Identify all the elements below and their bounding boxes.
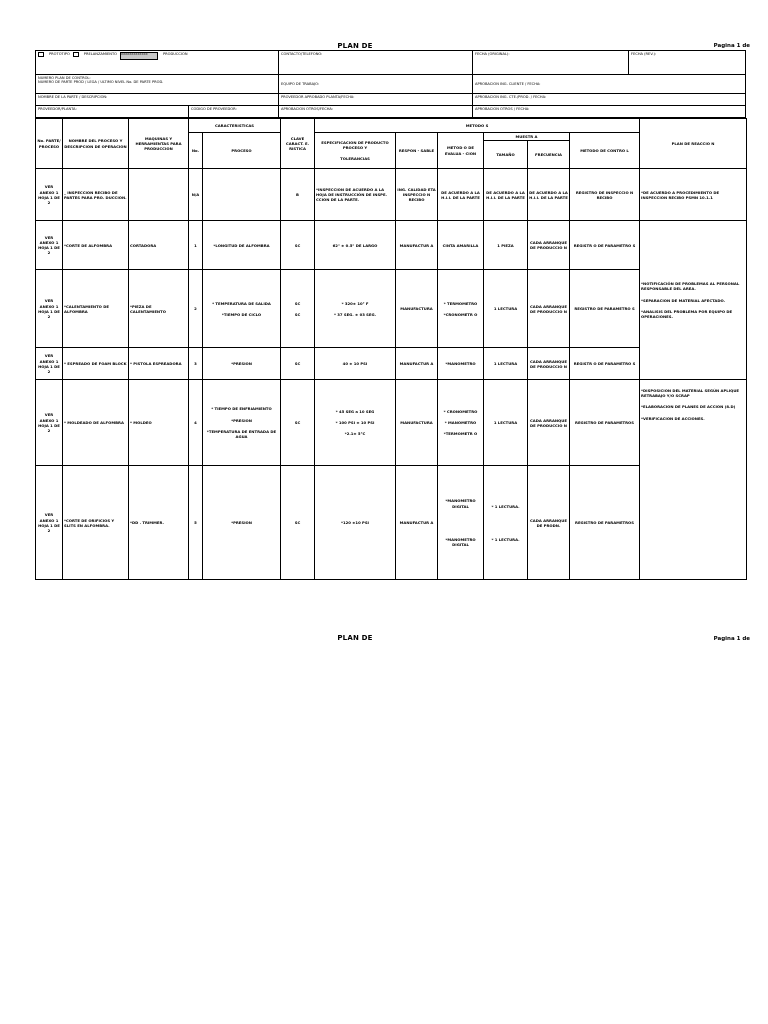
otros2-field: APROBACION OTROS / FECHA:	[475, 107, 530, 111]
col-frecuencia: FRECUENCIA	[528, 141, 570, 169]
cell-proceso: *PRESION	[203, 348, 281, 380]
cell-maquina: *PIEZA DE CALENTAMIENTO	[129, 270, 189, 348]
cell-control: REGISTRO DE PARAMETRO S	[570, 270, 640, 348]
aprobado-ing-field: APROBACION ING. CTE./PROD. / FECHA:	[475, 95, 547, 99]
table-text: * 1 LECTURA.	[491, 536, 520, 542]
col-especificacion	[315, 133, 396, 169]
cell-parte: VER ANEXO 1 HOJA 1 DE 2	[36, 221, 63, 270]
plan-header	[35, 50, 746, 118]
produccion-label: PRODUCCION	[163, 52, 188, 56]
cell-especificacion	[315, 270, 396, 348]
aprobado-cliente-field: APROBACION ING. CLIENTE / FECHA:	[475, 82, 541, 86]
table-text: *VERIFICACION DE ACCIONES.	[641, 415, 705, 421]
cell-parte: VER ANEXO 1 HOJA 1 DE 2	[36, 380, 63, 466]
document-title-repeat: PLAN DE	[337, 634, 373, 642]
table-text: *MANOMETRO DIGITAL	[445, 536, 476, 547]
proveedor-planta-field: PROVEEDOR APROBADO PLANTA/FECHA:	[279, 94, 473, 105]
table-text: *ANALISIS DEL PROBLEMA POR EQUIPO DE OPERACIONES.	[641, 308, 733, 319]
cell-proceso	[203, 380, 281, 466]
cell-control: REGISTR O DE PARAMETRO S	[570, 221, 640, 270]
cell-evaluacion	[438, 380, 484, 466]
col-metodo-evaluacion: METOD O DE EVALUA - CION	[438, 133, 484, 169]
cell-responsable: ING. CALIDAD ETA INSPECCIO N RECIBO	[396, 169, 438, 221]
cell-tamano: 1 LECTURA	[484, 380, 528, 466]
col-responsable: RESPON - SABLE	[396, 133, 438, 169]
cell-control: REGISTRO DE PARAMETROS	[570, 466, 640, 580]
table-text: *ELABORACION DE PLANES DE ACCION (8.D)	[641, 404, 736, 410]
prototipo-checkbox[interactable]	[38, 52, 44, 57]
col-proceso: PROCESO	[203, 133, 281, 169]
cell-reaccion-1: *DE ACUERDO A PROCEDIMIENTO DE INSPECCION RECIBO PSMN 10.1.1	[640, 169, 747, 221]
cell-nombre: *CALENTAMIENTO DE ALFOMBRA	[63, 270, 129, 348]
cell-especificacion: 62" ± 0.5" DE LARGO	[315, 221, 396, 270]
cell-evaluacion: *MANOMETRO	[438, 348, 484, 380]
contacto-field: CONTACTO/TELEFONO:	[279, 51, 473, 74]
cell-tamano: 1 LECTURA	[484, 348, 528, 380]
equipo-field: EQUIPO DE TRABAJO:	[279, 75, 473, 93]
cell-clave: SC	[281, 380, 315, 466]
cell-nombre: *CORTE DE ORIFICIOS Y SLITS EN ALFOMBRA.	[63, 466, 129, 580]
cell-frecuencia: DE ACUERDO A LA H.I.I. DE LA PARTE	[528, 169, 570, 221]
cell-no: 4	[189, 380, 203, 466]
col-clave: CLAVE CARACT. E. RISTICA	[281, 119, 315, 169]
table-text: * 1 LECTURA.	[491, 503, 520, 509]
cell-maquina	[129, 169, 189, 221]
cell-clave: SC	[281, 466, 315, 580]
table-text: *TERMOMETR O	[443, 431, 478, 437]
table-text: *NOTIFICACIÓN DE PROBLEMAS AL PERSONAL RESPONSABLE DEL AREA.	[641, 281, 740, 292]
cell-tamano: 1 PIEZA	[484, 221, 528, 270]
cell-parte: VER ANEXO 1 HOJA 1 DE 2	[36, 466, 63, 580]
col-metodo-control: METODO DE CONTRO L	[570, 133, 640, 169]
table-text: * 100 PSI ± 10 PSI	[335, 420, 375, 426]
table-text: * 37 SEG. ± 03 SEG.	[333, 311, 377, 317]
cell-tamano: 1 LECTURA	[484, 270, 528, 348]
table-text: * TEMPERATURA DE SALIDA	[212, 300, 271, 306]
cell-especificacion: 40 ± 10 PSI	[315, 348, 396, 380]
table-text: SC	[294, 300, 301, 306]
proveedor-field: PROVEEDOR/PLANTA:	[36, 106, 189, 117]
table-row	[36, 380, 747, 466]
cell-maquina: *DD . TRIMMER.	[129, 466, 189, 580]
cell-especificacion	[315, 380, 396, 466]
table-row	[36, 221, 747, 270]
cell-clave: SC	[281, 221, 315, 270]
cell-clave: B	[281, 169, 315, 221]
cell-reaccion-group-2	[640, 380, 747, 580]
cell-proceso: *LONGITUD DE ALFOMBRA	[203, 221, 281, 270]
col-muestra: MUESTR A	[484, 133, 570, 141]
cell-parte: VER ANEXO 1 HOJA 1 DE 2	[36, 169, 63, 221]
cell-reaccion-group-1	[640, 221, 747, 380]
page-number-repeat: Pagina 1 de	[713, 636, 750, 642]
cell-nombre: *CORTE DE ALFOMBRA	[63, 221, 129, 270]
col-no: No.	[189, 133, 203, 169]
codigo-field: CODIGO DE PROVEEDOR:	[189, 106, 279, 117]
cell-maquina: * PISTOLA ESPREADORA	[129, 348, 189, 380]
numero-plan-field: NUMERO PLAN DE CONTROL: NUMERO DE PARTE PROD / LEGA / ULTIMO NIVEL No. DE PARTE PROD.	[36, 75, 279, 93]
control-plan-table	[35, 118, 747, 580]
table-text: ESPECIFICACION DE PRODUCTO PROCESO Y	[321, 139, 389, 150]
cell-nombre: _ INSPECCION RECIBO DE PARTES PARA PRO. DUCCION.	[63, 169, 129, 221]
table-text: *MANOMETRO DIGITAL	[445, 498, 476, 509]
table-text: *DISPOSICION DEL MATERIAL SEGÚN APLIQUE RETRABAJO Y/O SCRAP	[641, 388, 740, 399]
table-text: * MANOMETRO	[444, 420, 477, 426]
document-title: PLAN DE	[337, 42, 373, 50]
cell-control: REGISTR O DE PARAMETRO S	[570, 348, 640, 380]
produccion-checkbox[interactable]: XXXXXXXXXXXXX	[120, 52, 158, 60]
col-nombre-proceso: NOMBRE DEL PROCESO Y DESCRIPCION DE OPERACION	[63, 119, 129, 169]
cell-responsable: MANUFACTUR A	[396, 221, 438, 270]
cell-responsable: MANUFACTUR A	[396, 466, 438, 580]
table-text: * 320± 10° F	[341, 300, 369, 306]
table-text: *2.1± 5°C	[344, 431, 366, 437]
table-row	[36, 169, 747, 221]
cell-proceso: *PRESION	[203, 466, 281, 580]
cell-evaluacion: DE ACUERDO A LA H.I.I. DE LA PARTE	[438, 169, 484, 221]
cell-frecuencia: CADA ARRANQUE DE PRODUCCIO N	[528, 270, 570, 348]
nombre-parte-field: NOMBRE DE LA PARTE / DESCRIPCION:	[36, 94, 279, 105]
cell-no: N/A	[189, 169, 203, 221]
col-tamano: TAMAÑO	[484, 141, 528, 169]
table-text: *SEPARACION DE MATERIAL AFECTADO.	[641, 297, 726, 303]
cell-evaluacion	[438, 466, 484, 580]
table-text: * TERMOMETRO	[443, 300, 478, 306]
cell-tamano: DE ACUERDO A LA H.I.I. DE LA PARTE	[484, 169, 528, 221]
table-text: *CRONOMETR O	[443, 311, 478, 317]
table-text: *TEMPERATURA DE ENTRADA DE AGUA	[206, 428, 277, 439]
col-maquinas: MAQUINAS Y HERRAMIENTAS PARA PRODUCCION	[129, 119, 189, 169]
table-text: *PRESION	[231, 417, 252, 423]
table-text: * CRONOMETRO	[443, 408, 478, 414]
cell-responsable: MANUFACTUR A	[396, 348, 438, 380]
cell-clave	[281, 270, 315, 348]
cell-nombre: * ESPREADO DE FOAM BLOCK	[63, 348, 129, 380]
phase-selector	[36, 51, 279, 74]
cell-nombre: * MOLDEADO DE ALFOMBRA	[63, 380, 129, 466]
cell-especificacion: *INSPECCION DE ACUERDO A LA HOJA DE INSTRUCCIÓN DE INSPE. CCION DE LA PARTE.	[315, 169, 396, 221]
otros1-field: APROBACION OTROS/FECHA:	[279, 106, 473, 117]
col-no-parte: No. PARTE/ PROCESO	[36, 119, 63, 169]
cell-frecuencia: CADA ARRANQUE DE PRODUCCIO N	[528, 380, 570, 466]
cell-responsable: MANUFACTURA	[396, 380, 438, 466]
cell-maquina: * MOLDEO	[129, 380, 189, 466]
cell-tamano	[484, 466, 528, 580]
cell-responsable: MANUFACTURA	[396, 270, 438, 348]
cell-evaluacion: CINTA AMARILLA	[438, 221, 484, 270]
prototipo-label: PROTOTIPO	[49, 52, 70, 56]
cell-proceso	[203, 270, 281, 348]
table-text: * TIEMPO DE ENFRIAMIENTO	[211, 406, 272, 412]
cell-evaluacion	[438, 270, 484, 348]
cell-parte: VER ANEXO 1 HOJA 1 DE 2	[36, 348, 63, 380]
cell-proceso	[203, 169, 281, 221]
cell-maquina: CORTADORA	[129, 221, 189, 270]
cell-frecuencia: CADA ARRANQUE DE PRODUCCIO N	[528, 348, 570, 380]
fecha-rev-field: FECHA (REV.):	[631, 52, 657, 56]
cell-frecuencia: CADA ARRANQUE DE PRODUCCIO N	[528, 221, 570, 270]
fecha-original-field: FECHA (ORIGINAL):	[473, 51, 629, 74]
col-caracteristicas: CARACTERISTICAS	[189, 119, 281, 133]
cell-no: 1	[189, 221, 203, 270]
cell-no: 2	[189, 270, 203, 348]
col-metodo: METODO S	[315, 119, 640, 133]
prelanzamiento-checkbox[interactable]	[73, 52, 79, 57]
cell-control: REGISTRO DE INSPECCIO N RECIBO	[570, 169, 640, 221]
cell-especificacion: *120 ±10 PSI	[315, 466, 396, 580]
table-text: TOLERANCIAS	[340, 156, 370, 162]
prelanzamiento-label: PRELANZAMIENTO	[83, 52, 118, 56]
table-text: SC	[294, 311, 301, 317]
table-text: * 45 SEG a 10 SEG	[335, 408, 375, 414]
cell-parte: VER ANEXO 1 HOJA 1 DE 2	[36, 270, 63, 348]
page-number: Pagina 1 de	[713, 43, 750, 49]
table-text: *TIEMPO DE CICLO	[221, 311, 262, 317]
cell-no: 3	[189, 348, 203, 380]
cell-clave: SC	[281, 348, 315, 380]
cell-no: 5	[189, 466, 203, 580]
cell-control: REGISTRO DE PARAMETROS	[570, 380, 640, 466]
col-plan-reaccion: PLAN DE REACCIO N	[640, 119, 747, 169]
cell-frecuencia: CADA ARRANQUE DE PRODN.	[528, 466, 570, 580]
